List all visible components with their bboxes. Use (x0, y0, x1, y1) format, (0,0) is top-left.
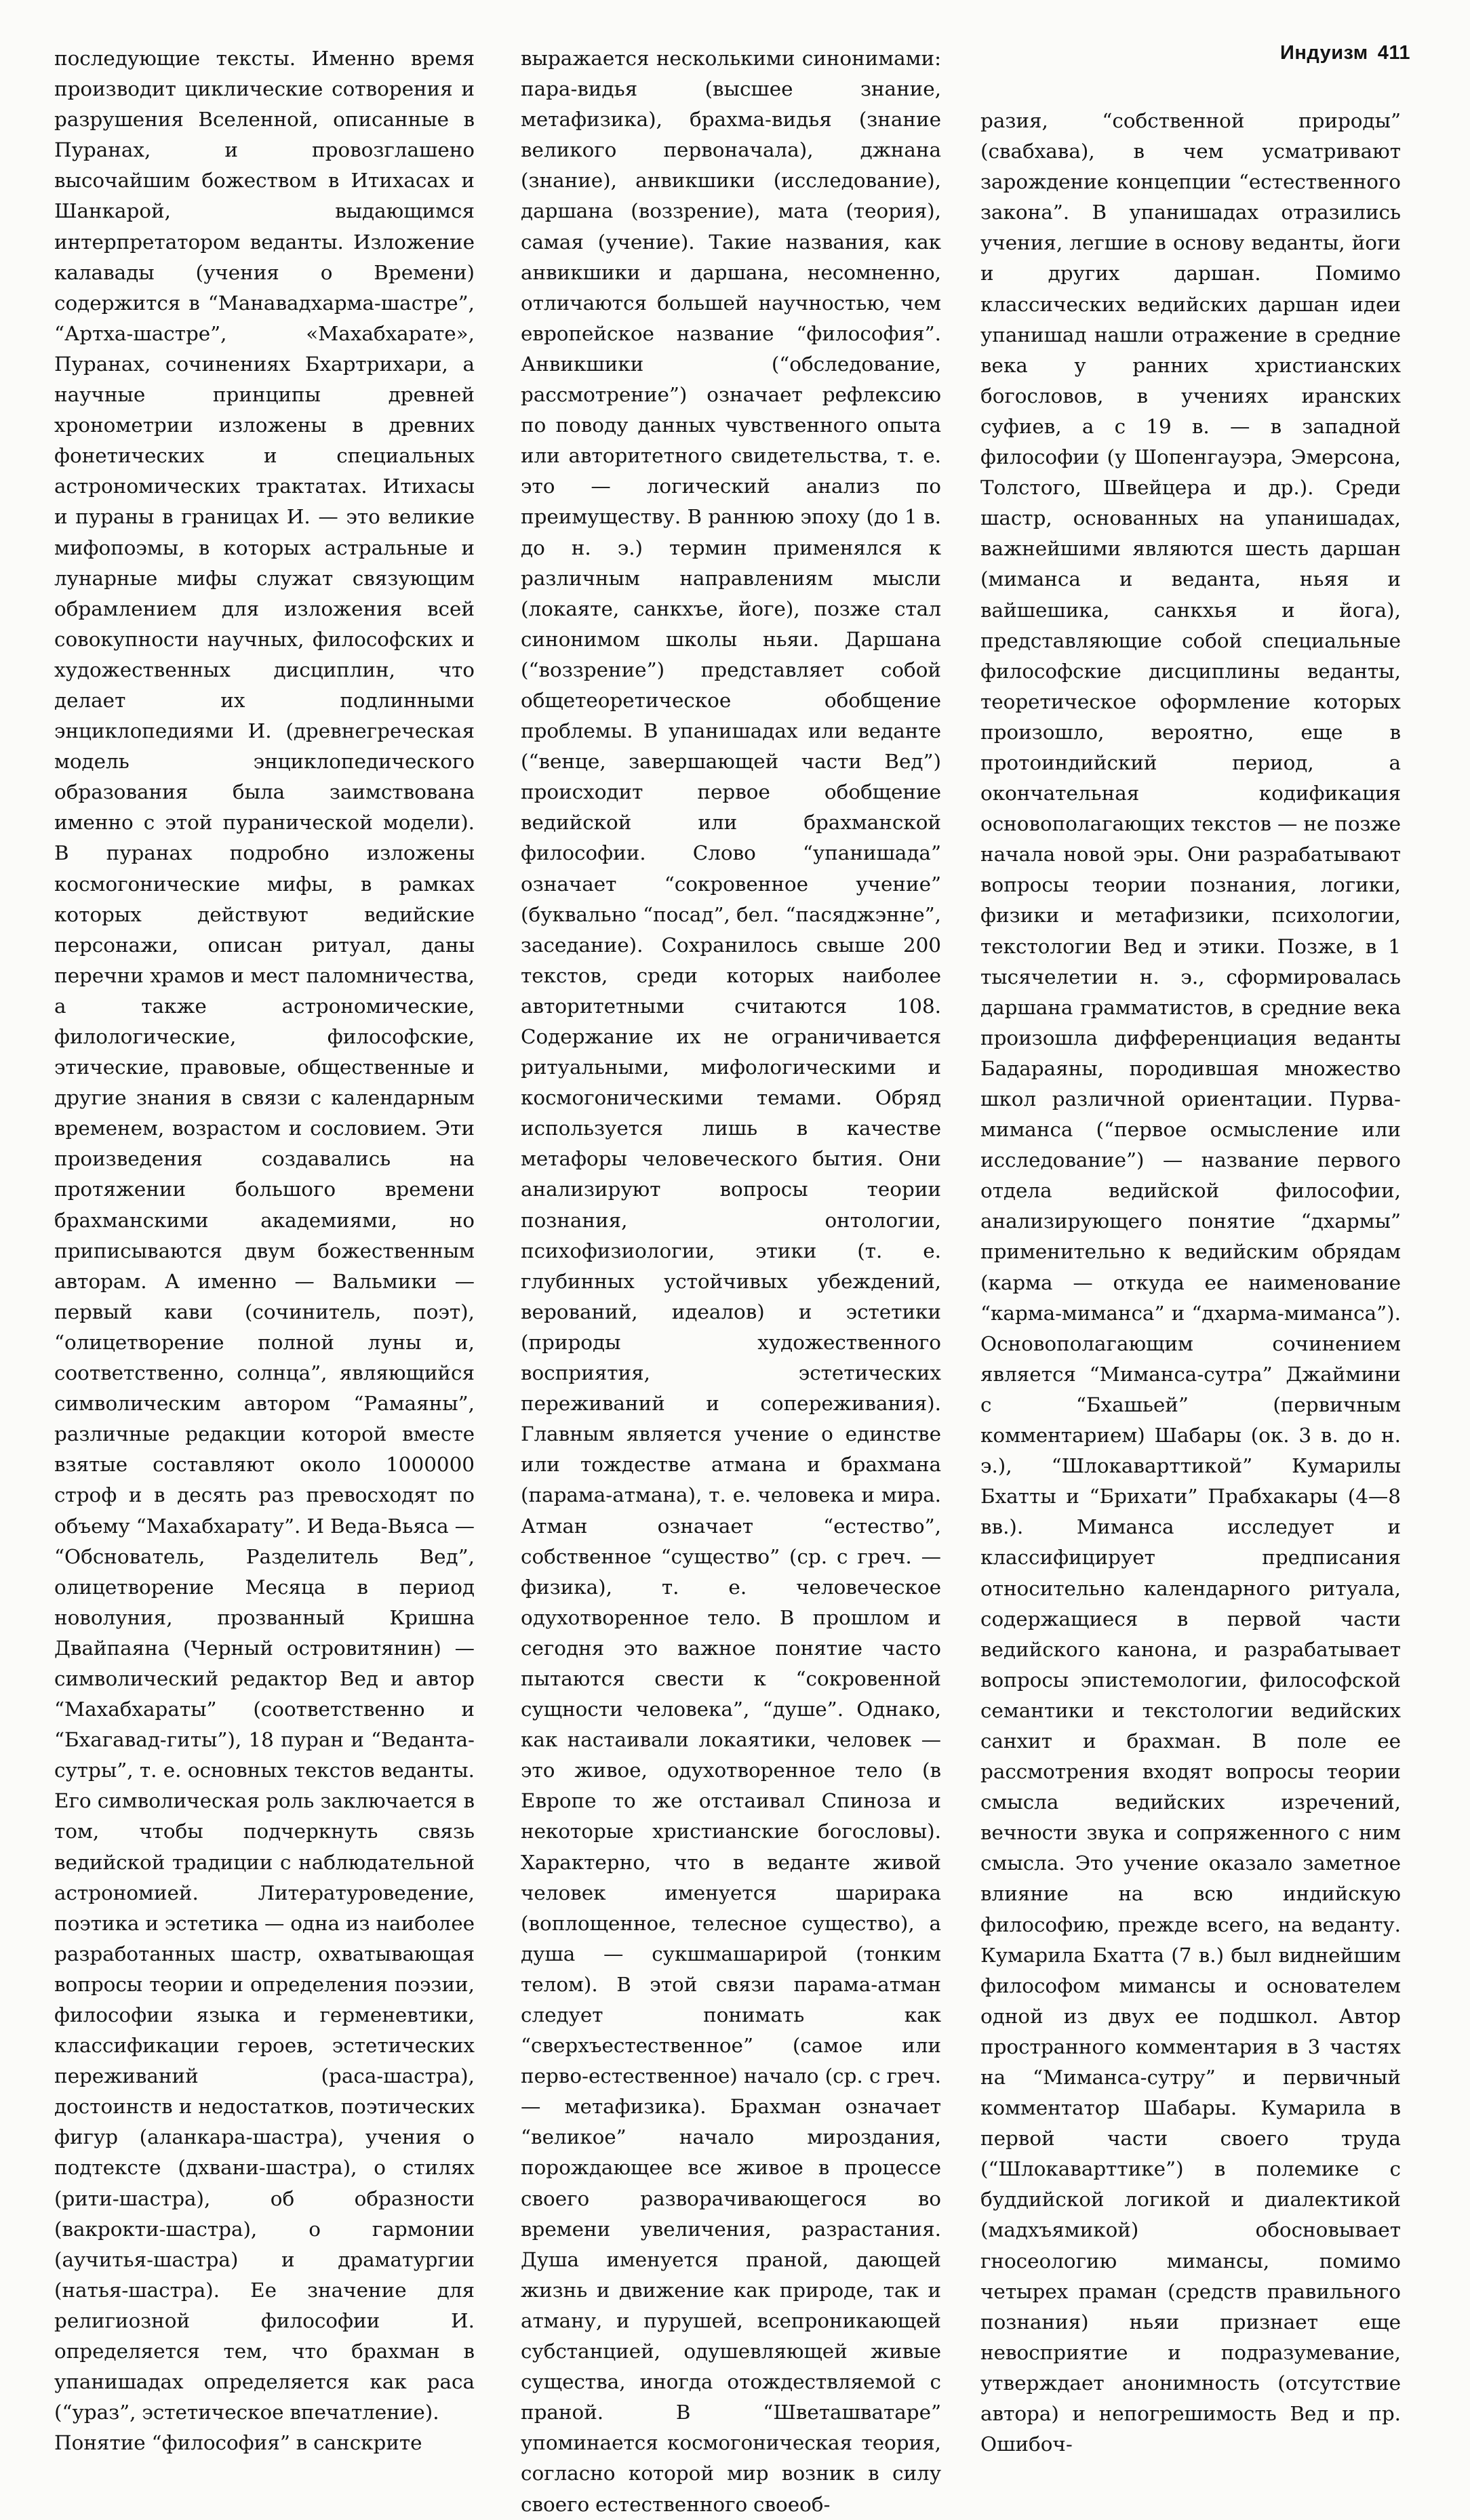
text-column-1 (54, 43, 475, 2458)
column-3-paragraph-1: разия, “собственной природы” (свабхава), в чем усматривают зарождение концепции “естественного закона”. В упанишадах отразились учения, легшие в основу веданты, йоги и других даршан. Помимо классических ведийских даршан идеи упанишад нашли отражение в средние века у ранних христианских богословов, в учениях иранских суфиев, а с 19 в. — в западной философии (у Шопенгауэра, Эмерсона, Толстого, Швейцера и др.). Среди шастр, основанных на упанишадах, важнейшими являются шесть даршан (миманса и веданта, ньяя и вайшешика, санкхья и йога), представляющие собой специальные философские дисциплины веданты, теоретическое оформление которых произошло, вероятно, еще в протоиндийский период, а окончательная кодификация основополагающих текстов — не позже начала новой эры. Они разрабатывают вопросы теории познания, логики, физики и метафизики, психологии, текстологии Вед и этики. Позже, в 1 тысячелетии н. э., сформировалась даршана грамматистов, в средние века произошла дифференциация веданты Бадараяны, породившая множество школ различной ориентации. Пурва-миманса (“первое осмысление или исследование”) — название первого отдела ведийской философии, анализирующего понятие “дхармы” применительно к ведийским обрядам (карма — откуда ее наименование “карма-миманса” и “дхарма-миманса”). Основополагающим сочинением является “Миманса-сутра” Джаймини с “Бхашьей” (первичным комментарием) Шабары (ок. 3 в. до н. э.), “Шлокаварттикой” Кумарилы Бхатты и “Брихати” Прабхакары (4—8 вв.). Миманса исследует и классифицирует предписания относительно календарного ритуала, содержащиеся в первой части ведийского канона, и разрабатывает вопросы эпистемологии, философской семантики и текстологии ведийских санхит и брахман. В поле ее рассмотрения входят вопросы теории смысла ведийских изречений, вечности звука и сопряженного с ним смысла. Это учение оказало заметное влияние на всю индийскую философию, прежде всего, на веданту. Кумарила Бхатта (7 в.) был виднейшим философом мимансы и основателем одной из двух ее подшкол. Автор пространного комментария в 3 частях на “Миманса-сутру” и первичный комментатор Шабары. Кумарила в первой части своего труда (“Шлокаварттике”) в полемике с буддийской логикой и диалектикой (мадхъямикой) обосновывает гносеологию мимансы, помимо четырех праман (средств правильного познания) ньяи признает еще невосприятие и подразумевание, утверждает анонимность (отсутствие автора) и непогрешимость Вед и пр. Ошибоч- (980, 109, 1401, 2456)
running-header (1234, 42, 1410, 64)
column-1-paragraph-1: последующие тексты. Именно время производит циклические сотворения и разрушения Вселенной, описанные в Пуранах, и провозглашено высочайшим божеством в Итихасах и Шанкарой, выдающимся интерпретатором веданты. Изложение калавады (учения о Времени) содержится в “Манавадхарма-шастре”, “Артха-шастре”, «Махабхарате», Пуранах, сочинениях Бхартрихари, а научные принципы древней хронометрии изложены в древних фонетических и специальных астрономических трактатах. Итихасы и пураны в границах И. — это великие мифопоэмы, в которых астральные и лунарные мифы служат связующим обрамлением для изложения всей совокупности научных, философских и художественных дисциплин, что делает их подлинными энциклопедиями И. (древнегреческая модель энциклопедического образования была заимствована именно с этой пуранической модели). В пуранах подробно изложены космогонические мифы, в рамках которых действуют ведийские персонажи, описан ритуал, даны перечни храмов и мест паломничества, а также астрономические, филологические, философские, этические, правовые, общественные и другие знания в связи с календарным временем, возрастом и сословием. Эти произведения создавались на протяжении большого времени брахманскими академиями, но приписываются двум божественным авторам. А именно — Вальмики — первый кави (сочинитель, поэт), “олицетворение полной луны и, соответственно, солнца”, являющийся символическим автором “Рамаяны”, различные редакции которой вместе взятые составляют около 1000000 строф и в десять раз превосходят по объему “Махабхарату”. И Веда-Вьяса — “Обснователь, Разделитель Вед”, олицетворение Месяца в период новолуния, прозванный Кришна Двайпаяна (Черный островитянин) — символический редактор Вед и автор “Махабхараты” (соответственно и “Бхагавад-гиты”), 18 пуран и “Веданта-сутры”, т. е. основных текстов веданты. Его символическая роль заключается в том, чтобы подчеркнуть связь ведийской традиции с наблюдательной астрономией. Литературоведение, поэтика и эстетика — одна из наиболее разработанных шастр, охватывающая вопросы теории и определения поэзии, философии языка и герменевтики, классификации героев, эстетических переживаний (раса-шастра), достоинств и недостатков, поэтических фигур (аланкара-шастра), учения о подтексте (дхвани-шастра), о стилях (рити-шастра), об образности (вакрокти-шастра), о гармонии (аучитья-шастра) и драматургии (натья-шастра). Ее значение для религиозной философии И. определяется тем, что брахман в упанишадах определяется как раса (“ураз”, эстетическое впечатление). (54, 47, 475, 2424)
text-column-3 (980, 106, 1401, 2460)
column-2-paragraph-1: выражается несколькими синонимами: пара-видья (высшее знание, метафизика), брахма-видья (знание великого первоначала), джнана (знание), анвикшики (исследование), даршана (воззрение), мата (теория), самая (учение). Такие названия, как анвикшики и даршана, несомненно, отличаются большей научностью, чем европейское название “философия”. Анвикшики (“обследование, рассмотрение”) означает рефлексию по поводу данных чувственного опыта или авторитетного свидетельства, т. е. это — логический анализ по преимуществу. В раннюю эпоху (до 1 в. до н. э.) термин применялся к различным направлениям мысли (локаяте, санкхъе, йоге), позже стал синонимом школы ньяи. Даршана (“воззрение”) представляет собой общетеоретическое обобщение проблемы. В упанишадах или веданте (“венце, завершающей части Вед”) происходит первое обобщение ведийской или брахманской философии. Слово “упанишада” означает “сокровенное учение” (буквально “посад”, бел. “пасяджэнне”, заседание). Сохранилось свыше 200 текстов, среди которых наиболее авторитетными считаются 108. Содержание их не ограничивается ритуальными, мифологическими и космогоническими темами. Обряд используется лишь в качестве метафоры человеческого бытия. Они анализируют вопросы теории познания, онтологии, психофизиологии, этики (т. е. глубинных устойчивых убеждений, верований, идеалов) и эстетики (природы художественного восприятия, эстетических переживаний и сопереживания). Главным является учение о единстве или тождестве атмана и брахмана (парама-атмана), т. е. человека и мира. Атман означает “естество”, собственное “существо” (ср. с греч. — физика), т. е. человеческое одухотворенное тело. В прошлом и сегодня это важное понятие часто пытаются свести к “сокровенной сущности человека”, “душе”. Однако, как настаивали локаятики, человек — это живое, одухотворенное тело (в Европе то же отстаивал Спиноза и некоторые христианские богословы). Характерно, что в веданте живой человек именуется шарирака (воплощенное, телесное существо), а душа — сукшмашарирой (тонким телом). В этой связи парама-атман следует понимать как “сверхъестественное” (самое или перво-естественное) начало (ср. с греч. — метафизика). Брахман означает “великое” начало мироздания, порождающее все живое в процессе своего разворачивающегося во времени увеличения, разрастания. Душа именуется праной, дающей жизнь и движение как природе, так и атману, и пурушей, всепроникающей субстанцией, одушевляющей живые существа, иногда отождествляемой с праной. В “Шветашватаре” упоминается космогоническая теория, согласно которой мир возник в силу своего естественного своеоб- (521, 47, 941, 2516)
column-1-paragraph-2: Понятие “философия” в санскрите (54, 2431, 422, 2455)
section-title: Индуизм (1279, 42, 1368, 64)
text-column-2 (521, 43, 941, 2520)
page-number: 411 (1377, 42, 1410, 64)
